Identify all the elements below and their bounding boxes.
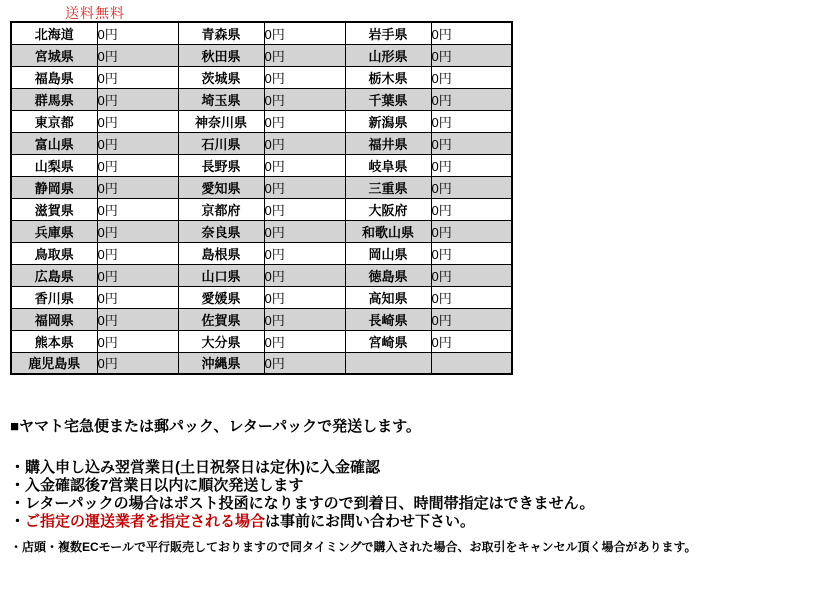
table-row (11, 330, 512, 352)
prefecture-cell: 愛媛県 (178, 286, 264, 308)
prefecture-cell: 福島県 (11, 66, 97, 88)
fee-cell: 0円 (97, 176, 178, 198)
fee-cell: 0円 (264, 176, 345, 198)
fee-cell: 0円 (264, 88, 345, 110)
prefecture-cell: 兵庫県 (11, 220, 97, 242)
prefecture-cell: 大阪府 (345, 198, 431, 220)
fee-cell: 0円 (431, 198, 512, 220)
prefecture-cell: 大分県 (178, 330, 264, 352)
note-carrier-request-highlight: ご指定の運送業者を指定される場合 (25, 513, 266, 530)
fee-cell: 0円 (97, 132, 178, 154)
table-row (11, 198, 512, 220)
fee-cell (431, 352, 512, 374)
table-row (11, 286, 512, 308)
table-row (11, 154, 512, 176)
fee-cell: 0円 (97, 308, 178, 330)
fee-cell: 0円 (431, 330, 512, 352)
fee-cell: 0円 (431, 66, 512, 88)
prefecture-cell: 和歌山県 (345, 220, 431, 242)
fee-cell: 0円 (431, 242, 512, 264)
fee-cell: 0円 (264, 286, 345, 308)
prefecture-cell: 愛知県 (178, 176, 264, 198)
prefecture-cell: 長野県 (178, 154, 264, 176)
shipping-method-note: ■ヤマト宅急便または郵パック、レターパックで発送します。 (10, 418, 421, 435)
prefecture-cell: 三重県 (345, 176, 431, 198)
prefecture-cell (345, 352, 431, 374)
prefecture-cell: 沖縄県 (178, 352, 264, 374)
prefecture-cell: 鹿児島県 (11, 352, 97, 374)
prefecture-cell: 岐阜県 (345, 154, 431, 176)
prefecture-cell: 岩手県 (345, 22, 431, 44)
prefecture-cell: 山形県 (345, 44, 431, 66)
fee-cell: 0円 (264, 220, 345, 242)
notes-list (10, 459, 697, 554)
table-row (11, 220, 512, 242)
fee-cell: 0円 (97, 198, 178, 220)
prefecture-cell: 埼玉県 (178, 88, 264, 110)
prefecture-cell: 石川県 (178, 132, 264, 154)
prefecture-cell: 群馬県 (11, 88, 97, 110)
fee-cell: 0円 (431, 132, 512, 154)
fee-cell: 0円 (97, 352, 178, 374)
prefecture-cell: 佐賀県 (178, 308, 264, 330)
fee-cell: 0円 (97, 88, 178, 110)
prefecture-cell: 山口県 (178, 264, 264, 286)
prefecture-cell: 福井県 (345, 132, 431, 154)
table-row (11, 352, 512, 374)
note-dispatch-schedule: ・入金確認後7営業日以内に順次発送します (10, 477, 304, 494)
table-row (11, 88, 512, 110)
note-payment-confirmation: ・購入申し込み翌営業日(土日祝祭日は定休)に入金確認 (10, 459, 380, 476)
table-row (11, 308, 512, 330)
table-row (11, 242, 512, 264)
prefecture-cell: 島根県 (178, 242, 264, 264)
note-cancellation-policy: ・店頭・複数ECモールで平行販売しておりますので同タイミングで購入された場合、お取引をキャンセル頂く場合があります。 (10, 540, 697, 554)
shipping-fee-table (10, 21, 513, 375)
fee-cell: 0円 (97, 220, 178, 242)
prefecture-cell: 鳥取県 (11, 242, 97, 264)
prefecture-cell: 新潟県 (345, 110, 431, 132)
fee-cell: 0円 (264, 66, 345, 88)
fee-cell: 0円 (97, 22, 178, 44)
prefecture-cell: 山梨県 (11, 154, 97, 176)
table-row (11, 132, 512, 154)
table-row (11, 66, 512, 88)
prefecture-cell: 青森県 (178, 22, 264, 44)
prefecture-cell: 栃木県 (345, 66, 431, 88)
prefecture-cell: 香川県 (11, 286, 97, 308)
prefecture-cell: 茨城県 (178, 66, 264, 88)
prefecture-cell: 京都府 (178, 198, 264, 220)
prefecture-cell: 広島県 (11, 264, 97, 286)
fee-cell: 0円 (97, 242, 178, 264)
table-row (11, 44, 512, 66)
fee-cell: 0円 (431, 308, 512, 330)
table-row (11, 22, 512, 44)
prefecture-cell: 高知県 (345, 286, 431, 308)
fee-cell: 0円 (264, 308, 345, 330)
fee-cell: 0円 (264, 264, 345, 286)
fee-cell: 0円 (264, 154, 345, 176)
fee-cell: 0円 (97, 330, 178, 352)
fee-cell: 0円 (264, 22, 345, 44)
fee-cell: 0円 (431, 154, 512, 176)
note-carrier-request (10, 513, 697, 531)
fee-cell: 0円 (431, 110, 512, 132)
free-shipping-label: 送料無料 (65, 5, 125, 21)
prefecture-cell: 長崎県 (345, 308, 431, 330)
fee-cell: 0円 (264, 132, 345, 154)
prefecture-cell: 静岡県 (11, 176, 97, 198)
prefecture-cell: 徳島県 (345, 264, 431, 286)
prefecture-cell: 宮崎県 (345, 330, 431, 352)
prefecture-cell: 千葉県 (345, 88, 431, 110)
fee-cell: 0円 (431, 88, 512, 110)
fee-cell: 0円 (97, 110, 178, 132)
fee-cell: 0円 (431, 286, 512, 308)
fee-cell: 0円 (431, 264, 512, 286)
shipping-table-body (11, 22, 512, 374)
fee-cell: 0円 (264, 242, 345, 264)
fee-cell: 0円 (264, 330, 345, 352)
prefecture-cell: 北海道 (11, 22, 97, 44)
fee-cell: 0円 (97, 44, 178, 66)
fee-cell: 0円 (431, 22, 512, 44)
table-row (11, 110, 512, 132)
prefecture-cell: 熊本県 (11, 330, 97, 352)
prefecture-cell: 富山県 (11, 132, 97, 154)
fee-cell: 0円 (264, 110, 345, 132)
fee-cell: 0円 (97, 154, 178, 176)
fee-cell: 0円 (97, 286, 178, 308)
prefecture-cell: 岡山県 (345, 242, 431, 264)
table-row (11, 264, 512, 286)
prefecture-cell: 神奈川県 (178, 110, 264, 132)
prefecture-cell: 奈良県 (178, 220, 264, 242)
prefecture-cell: 滋賀県 (11, 198, 97, 220)
fee-cell: 0円 (264, 198, 345, 220)
fee-cell: 0円 (97, 264, 178, 286)
fee-cell: 0円 (431, 176, 512, 198)
note-letterpack-delivery: ・レターパックの場合はポスト投函になりますので到着日、時間帯指定はできません。 (10, 495, 595, 512)
prefecture-cell: 福岡県 (11, 308, 97, 330)
bullet-mark: ・ (10, 513, 26, 530)
fee-cell: 0円 (431, 220, 512, 242)
fee-cell: 0円 (264, 44, 345, 66)
fee-cell: 0円 (97, 66, 178, 88)
fee-cell: 0円 (264, 352, 345, 374)
prefecture-cell: 秋田県 (178, 44, 264, 66)
prefecture-cell: 東京都 (11, 110, 97, 132)
prefecture-cell: 宮城県 (11, 44, 97, 66)
note-carrier-request-rest: は事前にお問い合わせ下さい。 (265, 513, 476, 530)
table-row (11, 176, 512, 198)
fee-cell: 0円 (431, 44, 512, 66)
